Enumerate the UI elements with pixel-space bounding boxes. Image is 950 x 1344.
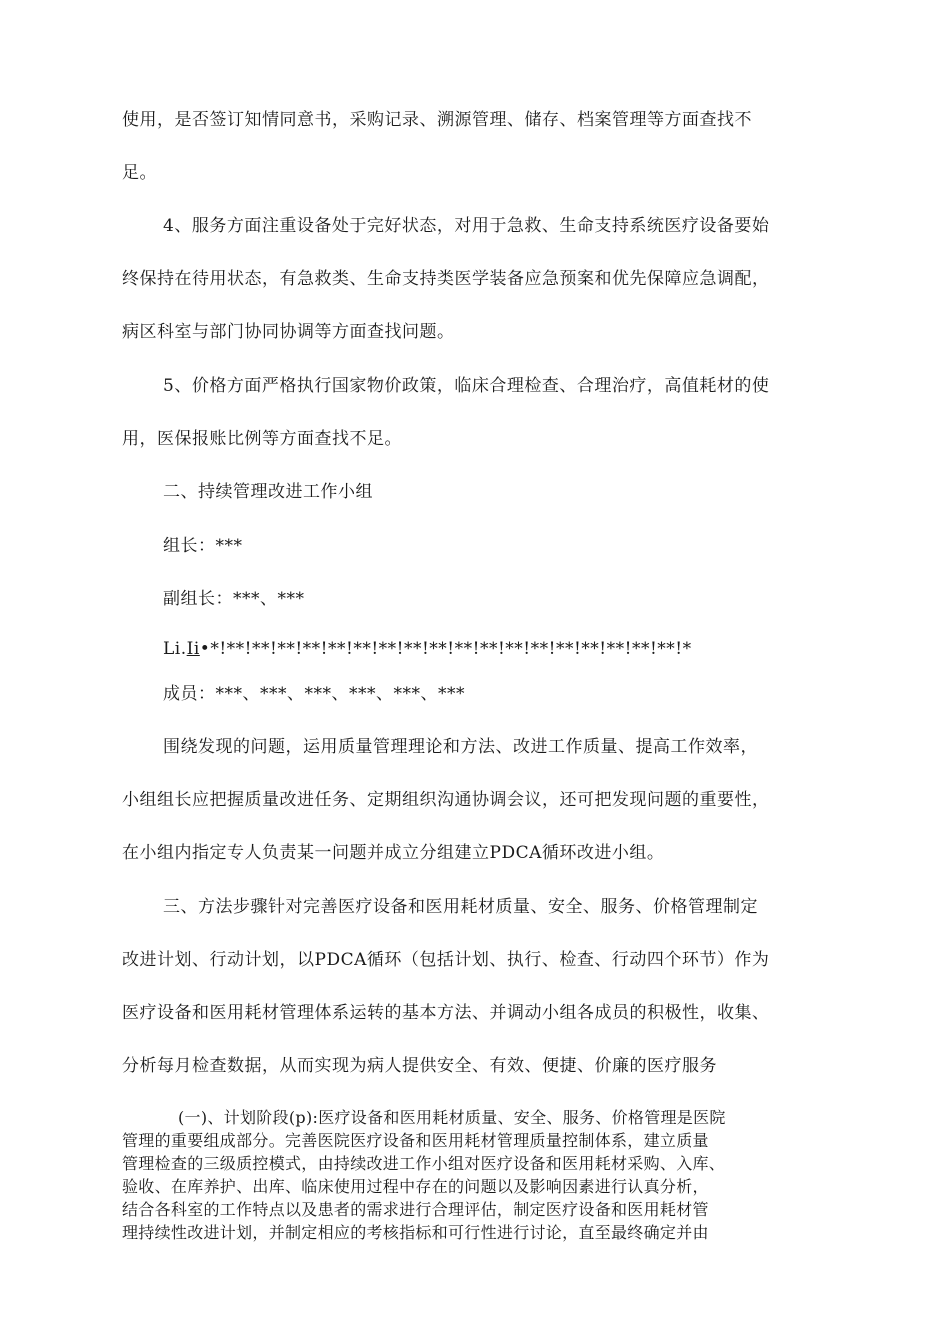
paragraph-line: 用，医保报账比例等方面查找不足。 — [122, 429, 402, 449]
paragraph-line: 4、服务方面注重设备处于完好状态，对用于急救、生命支持系统医疗设备要始 — [163, 216, 770, 236]
section-heading: 三、方法步骤针对完善医疗设备和医用耗材质量、安全、服务、价格管理制定 — [163, 897, 758, 917]
section-heading: 二、持续管理改进工作小组 — [163, 482, 373, 502]
team-members: 成员：***、***、***、***、***、*** — [163, 684, 465, 704]
garbled-line — [163, 638, 692, 660]
garbled-underlined: Ii — [186, 639, 200, 659]
plan-stage-line: (一)、计划阶段(p):医疗设备和医用耗材质量、安全、服务、价格管理是医院 — [178, 1108, 726, 1127]
plan-stage-line: 管理的重要组成部分。完善医院医疗设备和医用耗材管理质量控制体系，建立质量 — [122, 1131, 709, 1150]
plan-stage-line: 理持续性改进计划，并制定相应的考核指标和可行性进行讨论，直至最终确定并由 — [122, 1223, 709, 1242]
deputy-leader: 副组长：***、*** — [163, 589, 305, 609]
plan-stage-line: 验收、在库养护、出库、临床使用过程中存在的问题以及影响因素进行认真分析， — [122, 1177, 709, 1196]
paragraph-line: 5、价格方面严格执行国家物价政策，临床合理检查、合理治疗，高值耗材的使 — [163, 376, 770, 396]
paragraph-line: 在小组内指定专人负责某一问题并成立分组建立PDCA循环改进小组。 — [122, 843, 665, 863]
paragraph-line: 医疗设备和医用耗材管理体系运转的基本方法、并调动小组各成员的积极性，收集、 — [122, 1003, 770, 1023]
garbled-prefix: Li. — [163, 639, 187, 659]
paragraph-line: 病区科室与部门协同协调等方面查找问题。 — [122, 322, 455, 342]
paragraph-line: 终保持在待用状态，有急救类、生命支持类医学装备应急预案和优先保障应急调配， — [122, 269, 770, 289]
paragraph-line: 围绕发现的问题，运用质量管理理论和方法、改进工作质量、提高工作效率， — [163, 737, 758, 757]
paragraph-line: 分析每月检查数据，从而实现为病人提供安全、有效、便捷、价廉的医疗服务 — [122, 1056, 717, 1076]
paragraph-line: 使用，是否签订知情同意书，采购记录、溯源管理、储存、档案管理等方面查找不 — [122, 110, 752, 130]
plan-stage-line: 管理检查的三级质控模式，由持续改进工作小组对医疗设备和医用耗材采购、入库、 — [122, 1154, 726, 1173]
paragraph-line: 改进计划、行动计划，以PDCA循环（包括计划、执行、检查、行动四个环节）作为 — [122, 950, 770, 970]
paragraph-line: 足。 — [122, 163, 157, 183]
plan-stage-line: 结合各科室的工作特点以及患者的需求进行合理评估，制定医疗设备和医用耗材管 — [122, 1200, 709, 1219]
garbled-rest: •*!**!**!**!**!**!**!**!**!**!**!**!**!**!**!**!**!**!**!* — [199, 639, 692, 659]
paragraph-line: 小组组长应把握质量改进任务、定期组织沟通协调会议，还可把发现问题的重要性， — [122, 790, 770, 810]
team-leader: 组长：*** — [163, 536, 243, 556]
